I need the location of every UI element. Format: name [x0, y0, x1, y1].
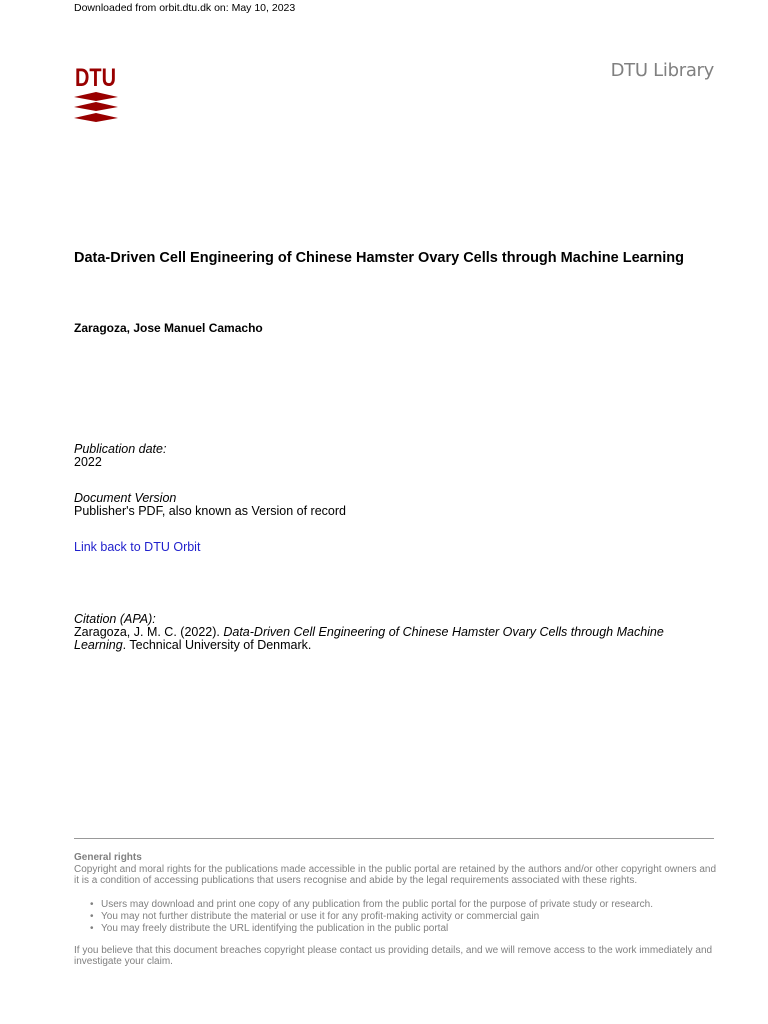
dtu-library-logo: DTU Library — [610, 60, 714, 81]
list-item: • You may freely distribute the URL identifying the publication in the public portal — [90, 922, 449, 934]
citation-authors: Zaragoza, J. M. C. (2022). — [74, 625, 224, 639]
document-version-value: Publisher's PDF, also known as Version of record — [74, 504, 346, 518]
list-item: • You may not further distribute the material or use it for any profit-making activity or commercial gain — [90, 910, 540, 922]
publication-title: Data-Driven Cell Engineering of Chinese Hamster Ovary Cells through Machine Learning — [74, 250, 684, 266]
general-rights-paragraph: Copyright and moral rights for the publications made accessible in the public portal are retained by the authors and/or other copyright owners and it is a condition of accessing publications that users recognise and abide by the legal requirements associated with these rights. — [74, 863, 717, 886]
citation-publisher: . Technical University of Denmark. — [122, 638, 312, 652]
rights-bullet-text: Users may download and print one copy of any publication from the public portal for the purpose of private study or research. — [101, 898, 653, 910]
citation-block — [74, 613, 714, 652]
author-name: Zaragoza, Jose Manuel Camacho — [74, 321, 263, 335]
publication-date-value: 2022 — [74, 455, 102, 469]
general-rights-section — [74, 852, 719, 968]
citation-title: Data-Driven Cell Engineering of Chinese Hamster Ovary Cells through Machine Learning — [74, 625, 664, 652]
dtu-orbit-link[interactable]: Link back to DTU Orbit — [74, 540, 201, 554]
rights-list — [74, 899, 719, 935]
citation-text — [74, 626, 714, 652]
rights-bullet-text: You may freely distribute the URL identifying the publication in the public portal — [101, 922, 449, 934]
citation-label: Citation (APA): — [74, 612, 156, 626]
rights-footer: If you believe that this document breaches copyright please contact us providing details, and we will remove access to the work immediately and investigate your claim. — [74, 944, 713, 967]
list-item: • Users may download and print one copy of any publication from the public portal for the purpose of private study or research. — [90, 898, 653, 910]
document-version-block — [74, 492, 346, 518]
publication-date-label: Publication date: — [74, 442, 167, 456]
dtu-logo-text: DTU — [75, 64, 116, 92]
divider — [74, 838, 714, 839]
document-version-label: Document Version — [74, 491, 177, 505]
publication-date-block — [74, 443, 166, 469]
dtu-logo — [74, 64, 118, 126]
general-rights-heading: General rights — [74, 852, 142, 863]
rights-bullet-text: You may not further distribute the material or use it for any profit-making activity or commercial gain — [101, 910, 540, 922]
download-note: Downloaded from orbit.dtu.dk on: May 10, 2023 — [74, 2, 296, 14]
